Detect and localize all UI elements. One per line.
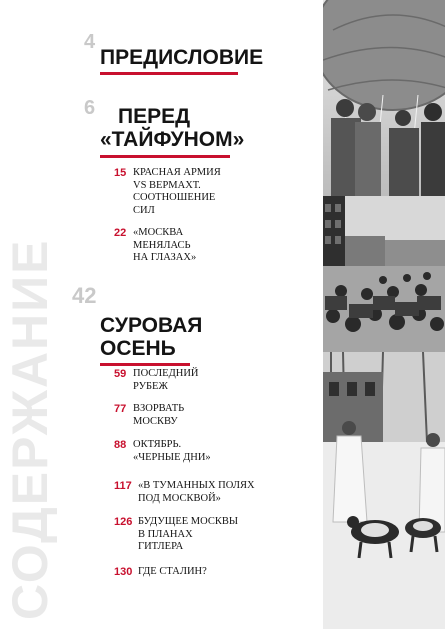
entry-page-number: 77 bbox=[114, 403, 127, 415]
entry-title: «В ТУМАННЫХ ПОЛЯХ ПОД МОСКВОЙ» bbox=[138, 480, 255, 504]
entry-title: ОКТЯБРЬ. «ЧЕРНЫЕ ДНИ» bbox=[133, 439, 211, 463]
section-title-line: СУРОВАЯ bbox=[100, 314, 203, 337]
section-page-number: 42 bbox=[72, 283, 97, 308]
section-rule bbox=[100, 155, 230, 158]
section-title-line: ПЕРЕД bbox=[118, 105, 191, 128]
entry-title: ВЗОРВАТЬ МОСКВУ bbox=[133, 403, 185, 427]
section-title-preface: ПРЕДИСЛОВИЕ bbox=[100, 46, 264, 69]
section-rule bbox=[100, 72, 238, 75]
entry-title: «МОСКВА МЕНЯЛАСЬ НА ГЛАЗАХ» bbox=[133, 227, 197, 263]
entry-page-number: 15 bbox=[114, 167, 127, 179]
section-page-number: 6 bbox=[84, 97, 96, 119]
entry-title: БУДУЩЕЕ МОСКВЫ В ПЛАНАХ ГИТЛЕРА bbox=[138, 516, 239, 552]
contents-side-title: СОДЕРЖАНИЕ bbox=[2, 238, 58, 620]
entry-page-number: 22 bbox=[114, 227, 127, 239]
photo-barrage-balloon bbox=[323, 0, 445, 196]
photo-winter-soldiers-dogs bbox=[323, 352, 445, 629]
entry-page-number: 117 bbox=[114, 480, 132, 492]
section-title-line: «ТАЙФУНОМ» bbox=[100, 128, 245, 151]
entry-page-number: 59 bbox=[114, 368, 127, 380]
entry-page-number: 130 bbox=[114, 566, 133, 578]
entry-title: КРАСНАЯ АРМИЯ VS ВЕРМАХТ. СООТНОШЕНИЕ СИЛ bbox=[133, 167, 221, 216]
section-page-number: 4 bbox=[84, 31, 96, 53]
photo-motorcycle-column bbox=[323, 196, 445, 352]
entry-title: ПОСЛЕДНИЙ РУБЕЖ bbox=[133, 368, 199, 392]
section-title-line: ОСЕНЬ bbox=[100, 337, 176, 360]
section-rule bbox=[100, 363, 190, 366]
entry-title: ГДЕ СТАЛИН? bbox=[138, 566, 207, 577]
entry-page-number: 126 bbox=[114, 516, 133, 528]
entry-page-number: 88 bbox=[114, 439, 127, 451]
